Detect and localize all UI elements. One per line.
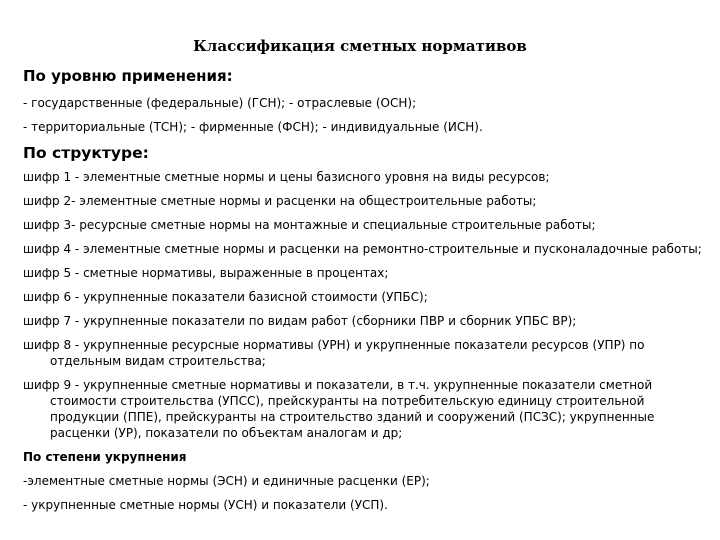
list-item: шифр 1 - элементные сметные нормы и цены базисного уровня на виды ресурсов; [23,170,550,184]
list-item: шифр 4 - элементные сметные нормы и расценки на ремонтно-строительные и пусконаладочные работы; [23,242,702,256]
list-item: - государственные (федеральные) (ГСН); - отраслевые (ОСН); [23,96,417,110]
list-item: шифр 8 - укрупненные ресурсные нормативы (УРН) и укрупненные показатели ресурсов (УПР) по отдельным видам строительства; [23,338,645,368]
list-item: -элементные сметные нормы (ЭСН) и единичные расценки (ЕР); [23,474,430,488]
list-item: - территориальные (ТСН); - фирменные (ФСН); - индивидуальные (ИСН). [23,120,483,134]
section-heading-structure: По структуре: [23,144,149,162]
list-item: шифр 7 - укрупненные показатели по видам работ (сборники ПВР и сборник УПБС ВР); [23,314,577,328]
section-heading-level: По уровню применения: [23,67,233,85]
content-body [23,66,703,521]
list-item: шифр 5 - сметные нормативы, выраженные в процентах; [23,266,389,280]
list-item: шифр 9 - укрупненные сметные нормативы и показатели, в т.ч. укрупненные показатели сметной стоимости строительства (УПСС), прейскуранты на потребительскую единицу строительной продукции (ППЕ), прейскуранты на строительство зданий и сооружений (ПСЗС); укрупненные расценки (УР), показатели по объектам аналогам и др; [23,378,655,440]
list-item: шифр 6 - укрупненные показатели базисной стоимости (УПБС); [23,290,428,304]
list-item: - укрупненные сметные нормы (УСН) и показатели (УСП). [23,498,388,512]
list-item: шифр 3- ресурсные сметные нормы на монтажные и специальные строительные работы; [23,218,596,232]
list-item: шифр 2- элементные сметные нормы и расценки на общестроительные работы; [23,194,537,208]
page-title: Классификация сметных нормативов [193,37,527,55]
section-heading-enlargement: По степени укрупнения [23,450,187,464]
